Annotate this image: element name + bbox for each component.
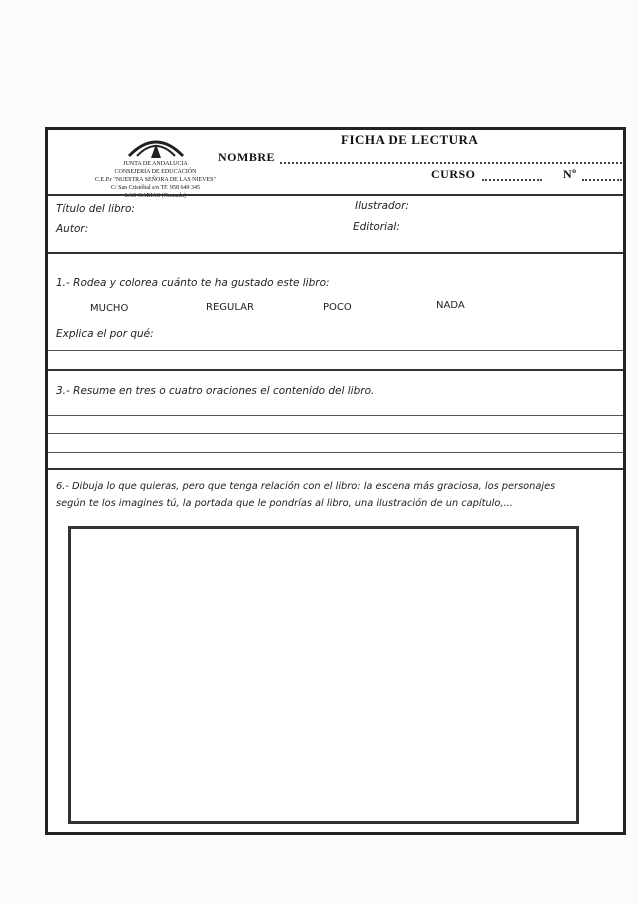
- nombre-field[interactable]: [280, 161, 622, 164]
- option-nada[interactable]: NADA: [436, 300, 465, 311]
- question-6-line-1: 6.- Dibuja lo que quieras, pero que tenga relación con el libro: la escena más graciosa, los personajes: [56, 481, 556, 492]
- question-3-text: 3.- Resume en tres o cuatro oraciones el contenido del libro.: [56, 385, 375, 397]
- drawing-area[interactable]: [68, 526, 579, 824]
- answer-line[interactable]: [48, 433, 623, 434]
- logo-line-address: C/ San Cristóbal s/n TF. 958 649 345: [110, 185, 201, 191]
- logo-line-consejeria: CONSEJERIA DE EDUCACIÓN: [114, 169, 197, 175]
- question-1-text: 1.- Rodea y colorea cuánto te ha gustado este libro:: [56, 277, 330, 289]
- divider: [48, 252, 623, 254]
- explain-label: Explica el por qué:: [56, 328, 154, 340]
- divider: [48, 468, 623, 470]
- answer-line[interactable]: [48, 415, 623, 416]
- reading-worksheet: [45, 127, 626, 835]
- worksheet-title: FICHA DE LECTURA: [341, 132, 479, 147]
- option-mucho[interactable]: MUCHO: [90, 303, 129, 314]
- autor-label: Autor:: [56, 223, 89, 235]
- question-6-line-2: según te los imagines tú, la portada que le pondrías al libro, una ilustración de un capítulo,...: [56, 498, 513, 509]
- editorial-label: Editorial:: [353, 221, 400, 233]
- divider: [48, 369, 623, 371]
- answer-line[interactable]: [48, 350, 623, 351]
- numero-field[interactable]: [582, 178, 622, 181]
- option-poco[interactable]: POCO: [323, 302, 352, 313]
- nombre-label: NOMBRE: [218, 150, 275, 164]
- titulo-label: Título del libro:: [56, 203, 135, 215]
- answer-line[interactable]: [48, 452, 623, 453]
- andalucia-emblem-icon: [121, 130, 191, 160]
- numero-label: Nº: [563, 167, 577, 181]
- curso-label: CURSO: [431, 167, 476, 181]
- logo-line-city: LAS GABIAS (Granada): [125, 193, 186, 199]
- divider: [48, 194, 623, 196]
- option-regular[interactable]: REGULAR: [206, 302, 254, 313]
- ilustrador-label: Ilustrador:: [355, 200, 409, 212]
- logo-line-junta: JUNTA DE ANDALUCIA: [123, 161, 188, 167]
- curso-field[interactable]: [482, 178, 542, 181]
- logo-line-school: C.E.P.r "NUESTRA SEÑORA DE LAS NIEVES": [95, 177, 216, 183]
